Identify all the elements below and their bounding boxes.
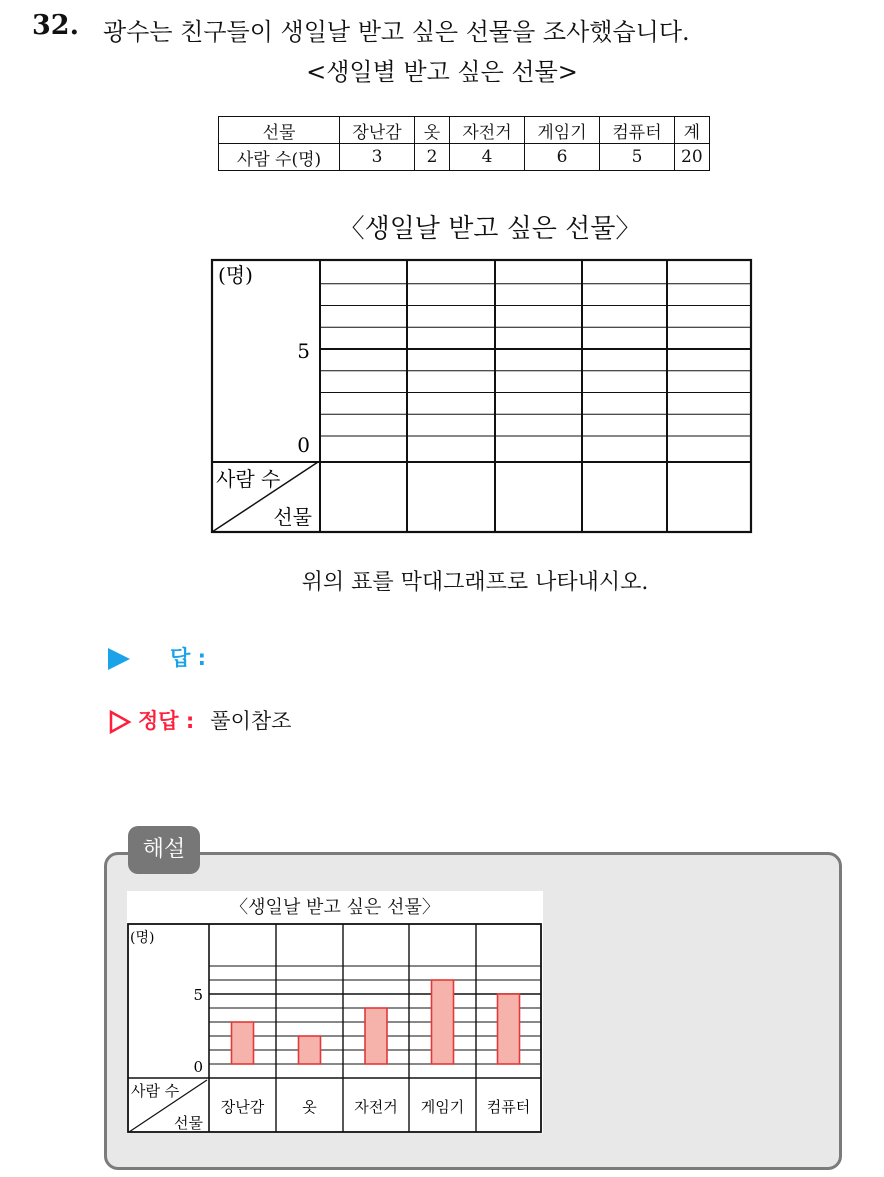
table-title: <생일별 받고 싶은 선물> bbox=[306, 58, 578, 86]
category-label: 컴퓨터 bbox=[486, 1098, 531, 1116]
table-header-label: 선물 bbox=[219, 117, 340, 144]
table-col-header: 장난감 bbox=[340, 117, 415, 144]
table-value-row bbox=[219, 144, 710, 171]
table-col-header: 계 bbox=[675, 117, 710, 144]
table-col-header: 컴퓨터 bbox=[600, 117, 675, 144]
bar bbox=[498, 994, 520, 1064]
graph-frame bbox=[212, 260, 751, 532]
empty-graph-corner-bottom: 선물 bbox=[273, 505, 312, 529]
empty-bar-graph-grid[interactable] bbox=[210, 258, 754, 534]
category-label: 장난감 bbox=[220, 1098, 265, 1116]
solution-chart-frame bbox=[128, 924, 541, 1132]
solution-chart-title: 〈생일날 받고 싶은 선물〉 bbox=[230, 897, 440, 918]
solution-chart-labels bbox=[221, 1098, 530, 1116]
solution-corner-bottom: 선물 bbox=[174, 1114, 203, 1132]
answer-row bbox=[108, 642, 206, 672]
play-triangle-icon bbox=[108, 648, 130, 670]
solution-corner-top: 사람 수 bbox=[131, 1082, 180, 1100]
table-cell: 2 bbox=[415, 144, 450, 171]
category-label: 자전거 bbox=[354, 1098, 398, 1116]
empty-graph-lines bbox=[212, 260, 751, 532]
answer-label: 답 : bbox=[170, 646, 206, 670]
table-col-header: 게임기 bbox=[525, 117, 600, 144]
question-number: 32. bbox=[32, 10, 79, 41]
solution-chart-tick-5: 5 bbox=[193, 986, 203, 1004]
category-label: 옷 bbox=[302, 1098, 317, 1116]
solution-tab: 해설 bbox=[128, 826, 200, 874]
table-col-header: 자전거 bbox=[450, 117, 525, 144]
question-text: 광수는 친구들이 생일날 받고 싶은 선물을 조사했습니다. bbox=[103, 18, 690, 46]
solution-bar-chart bbox=[127, 922, 543, 1134]
bar bbox=[299, 1036, 321, 1064]
bar bbox=[365, 1008, 387, 1064]
empty-graph-tick-0: 0 bbox=[297, 433, 310, 457]
table-cell: 20 bbox=[675, 144, 710, 171]
table-cell: 4 bbox=[450, 144, 525, 171]
correct-answer-row bbox=[108, 705, 291, 735]
empty-graph-title: 〈생일날 받고 싶은 선물〉 bbox=[338, 214, 642, 244]
table-cell: 5 bbox=[600, 144, 675, 171]
solution-chart-tick-0: 0 bbox=[193, 1058, 203, 1076]
data-table bbox=[218, 116, 710, 171]
table-col-header: 옷 bbox=[415, 117, 450, 144]
correct-value: 풀이참조 bbox=[210, 709, 292, 733]
bar bbox=[432, 980, 454, 1064]
correct-label: 정답 : bbox=[138, 709, 195, 733]
empty-graph-tick-5: 5 bbox=[297, 339, 310, 363]
bar bbox=[232, 1022, 254, 1064]
empty-graph-corner-top: 사람 수 bbox=[216, 467, 281, 491]
category-label: 게임기 bbox=[420, 1098, 465, 1116]
empty-graph-unit: (명) bbox=[218, 263, 253, 287]
table-header-row bbox=[219, 117, 710, 144]
solution-chart-grid bbox=[128, 924, 541, 1132]
outline-triangle-icon bbox=[108, 710, 132, 734]
solution-chart-unit: (명) bbox=[130, 930, 155, 946]
instruction-text: 위의 표를 막대그래프로 나타내시오. bbox=[301, 570, 649, 595]
table-row-label: 사람 수(명) bbox=[219, 144, 340, 171]
table-cell: 6 bbox=[525, 144, 600, 171]
table-cell: 3 bbox=[340, 144, 415, 171]
